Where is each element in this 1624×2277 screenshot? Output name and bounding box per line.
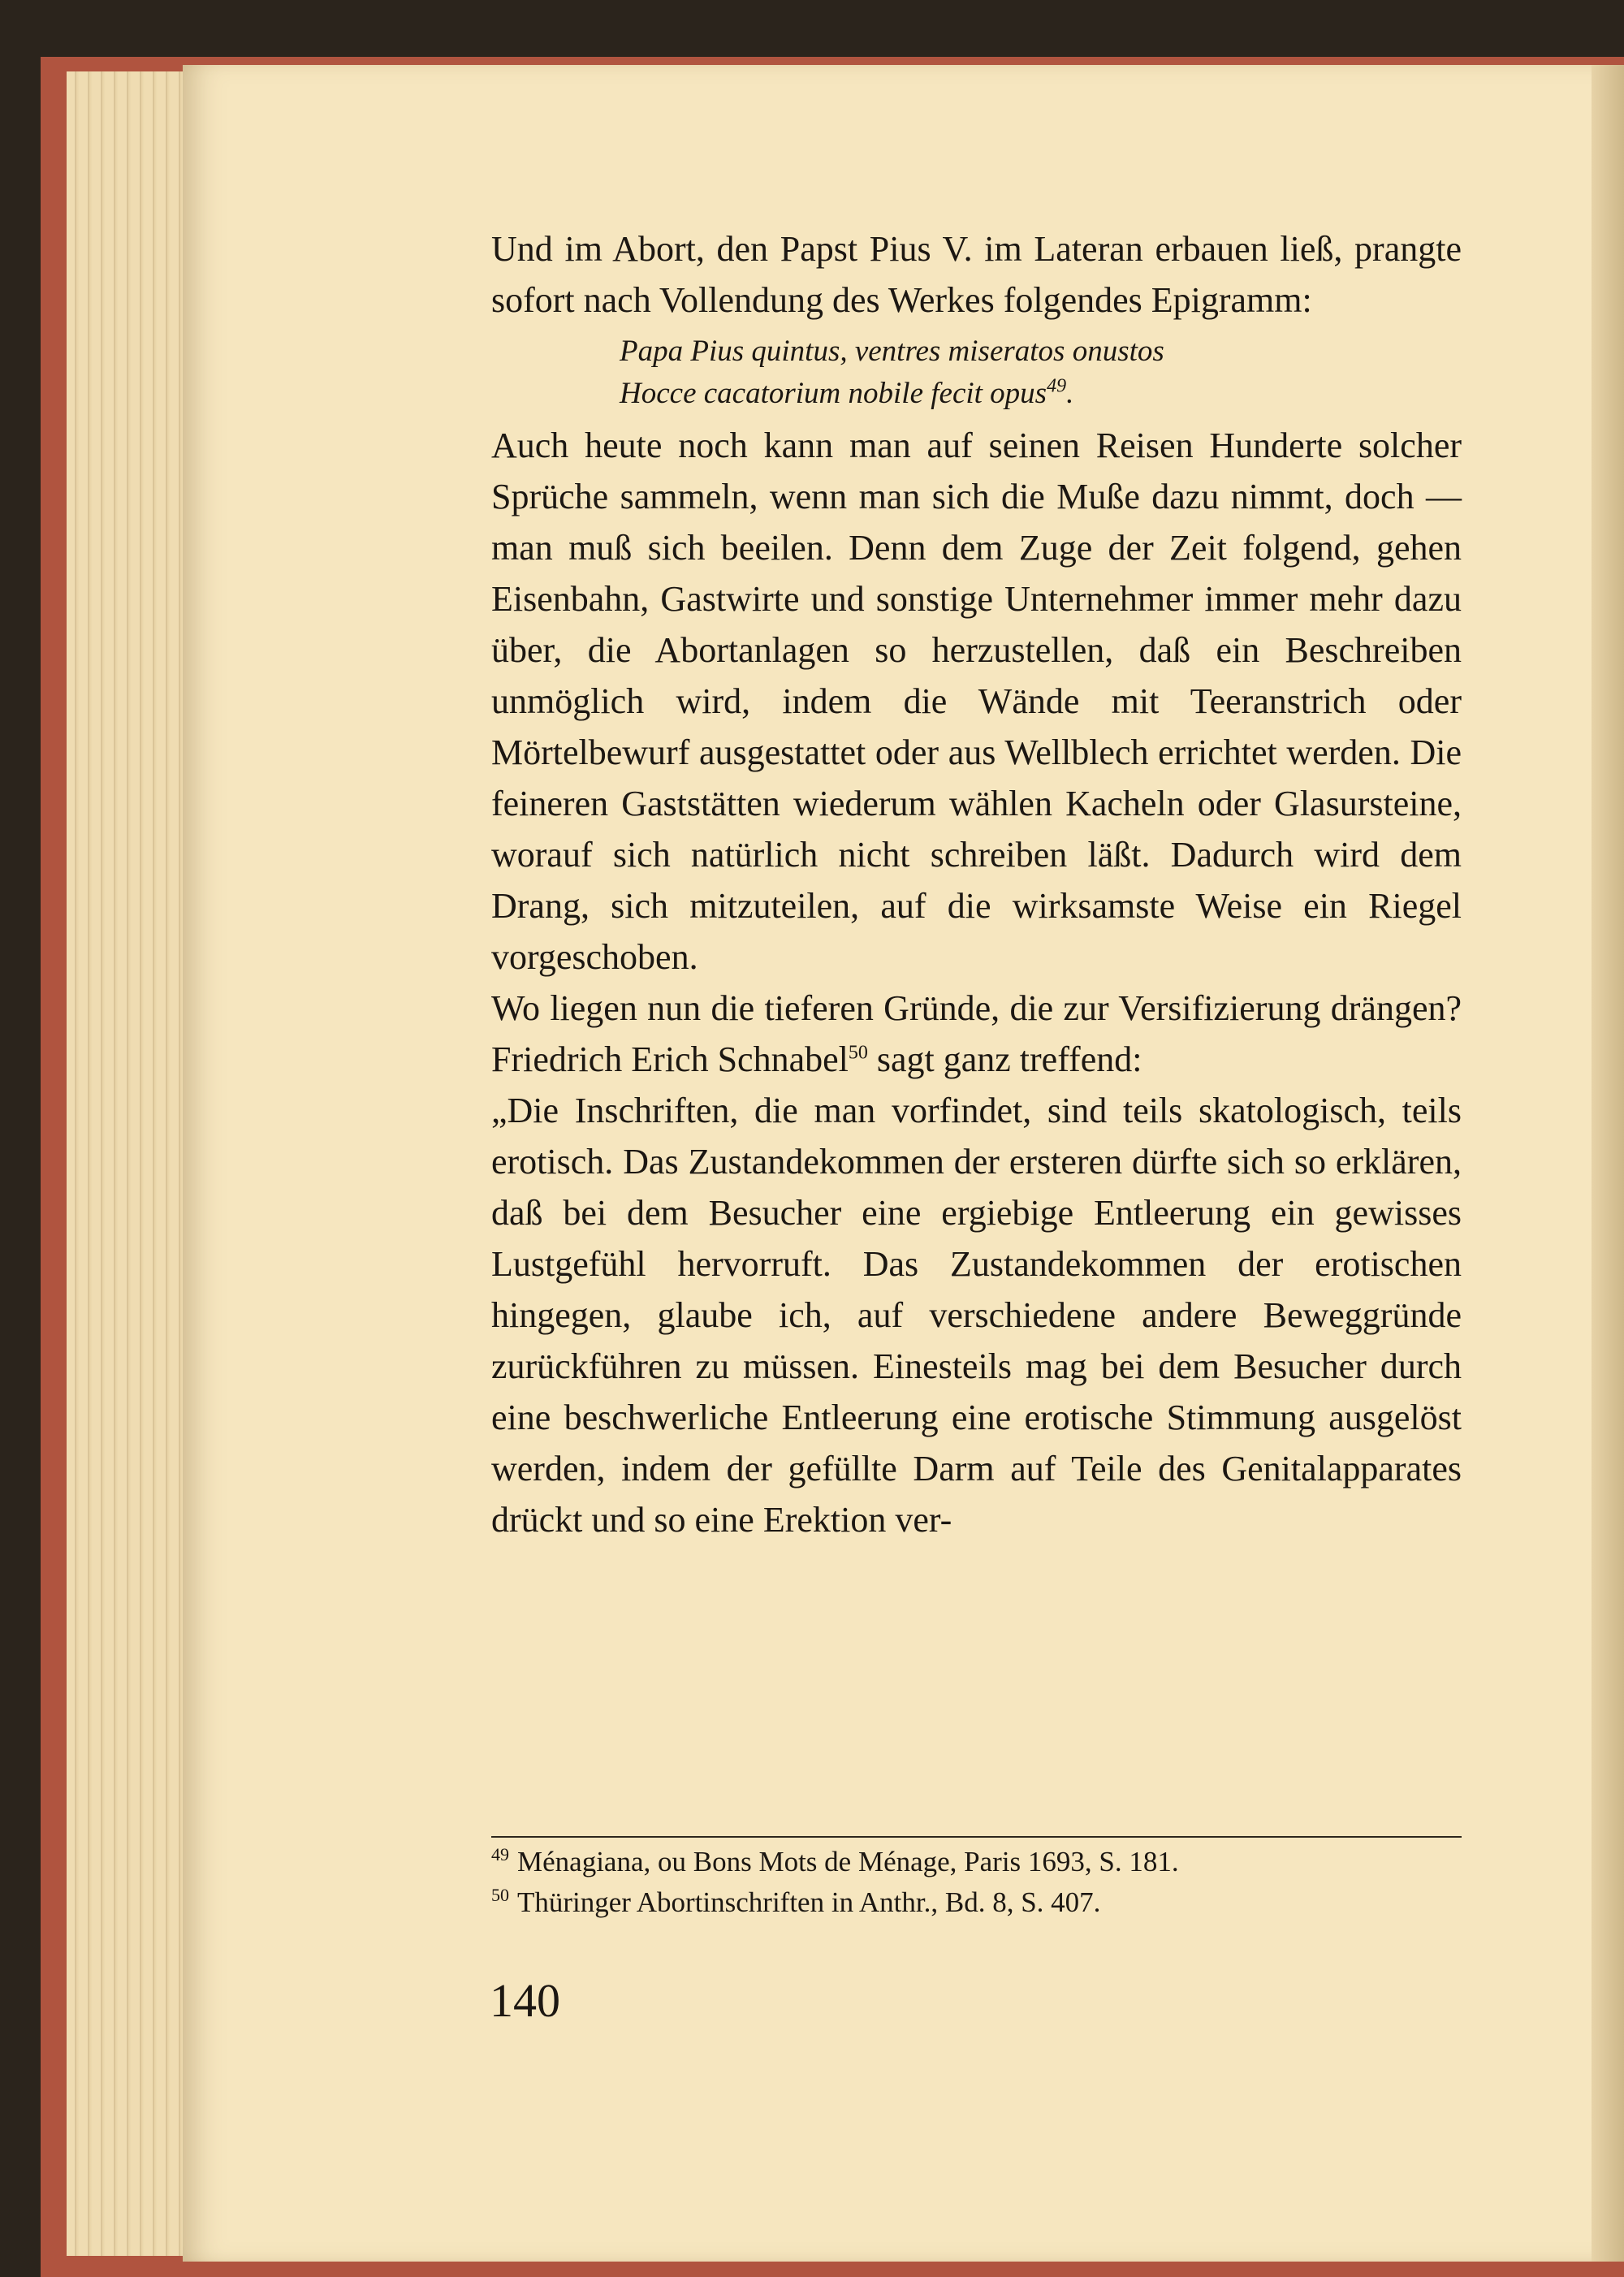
footnote-50-text: Thüringer Abortinschriften in Anthr., Bd. 8, S. 407. (517, 1886, 1101, 1918)
main-text (491, 223, 1462, 1545)
footnote-50-number: 50 (491, 1885, 509, 1906)
paragraph-3 (491, 983, 1462, 1085)
footnote-49-number: 49 (491, 1844, 509, 1865)
epigram-line-1: Papa Pius quintus, ventres miseratos onustos (620, 335, 1164, 368)
page-number: 140 (490, 1974, 560, 2027)
footnotes (491, 1842, 1462, 1923)
page-gutter (1592, 65, 1624, 2262)
paragraph-3-tail: sagt ganz treffend: (876, 1039, 1142, 1079)
epigram-line-2-text: Hocce cacatorium nobile fecit opus (620, 377, 1047, 410)
paragraph-2: Auch heute noch kann man auf seinen Reisen Hunderte solcher Sprüche sammeln, wenn man sich die Muße dazu nimmt, doch — man muß sich beeilen. Denn dem Zuge der Zeit folgend, gehen Eisenbahn, Gastwirte und sonstige Unternehmer immer mehr dazu über, die Abortanlagen so herzustellen, daß ein Beschreiben unmöglich wird, indem die Wände mit Teeranstrich oder Mörtelbewurf ausgestattet oder aus Wellblech errichtet werden. Die feineren Gaststätten wiederum wählen Kacheln oder Glasursteine, worauf sich natürlich nicht schreiben läßt. Dadurch wird dem Drang, sich mitzuteilen, auf die wirksamste Weise ein Riegel vorgeschoben. (491, 426, 1462, 977)
epigram-line-2 (620, 373, 1462, 415)
footnote-49-text: Ménagiana, ou Bons Mots de Ménage, Paris 1693, S. 181. (517, 1846, 1179, 1877)
footnote-ref-50: 50 (848, 1042, 868, 1064)
epigram-end-punct: . (1066, 377, 1074, 410)
latin-epigram (620, 326, 1462, 420)
footnote-49 (491, 1842, 1462, 1882)
page-stack-edges (67, 71, 197, 2256)
footnote-ref-49: 49 (1047, 375, 1067, 397)
footnote-rule (491, 1836, 1462, 1838)
paragraph-4-quotation: „Die Inschriften, die man vorfindet, sind teils skatologisch, teils erotisch. Das Zustandekommen der ersteren dürfte sich so erklären, daß bei dem Besucher eine ergiebige Entleerung ein gewisses Lustgefühl hervorruft. Das Zustandekommen der erotischen hingegen, glaube ich, auf verschiedene andere Beweggründe zurückführen zu müssen. Einesteils mag bei dem Besucher durch eine beschwerliche Entleerung eine erotische Stimmung ausgelöst werden, indem der gefüllte Darm auf Teile des Genitalapparates drückt und so eine Erektion ver- (491, 1091, 1462, 1540)
paragraph-3-text: Wo liegen nun die tieferen Gründe, die zur Versifizierung drängen? Friedrich Erich Schnabel (491, 988, 1462, 1079)
footnote-50 (491, 1882, 1462, 1923)
paragraph-1: Und im Abort, den Papst Pius V. im Lateran erbauen ließ, prangte sofort nach Vollendung des Werkes folgendes Epigramm: (491, 229, 1462, 320)
